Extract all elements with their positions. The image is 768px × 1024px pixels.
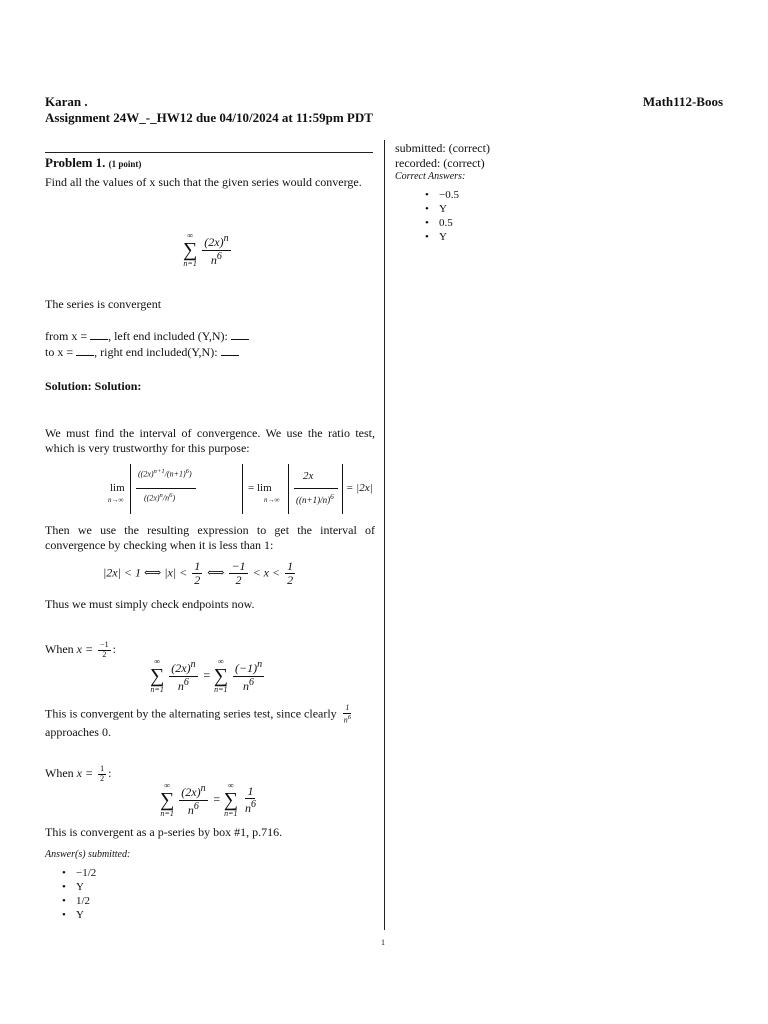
ratio-test-equation: lim n→∞ $((2x)^{n+1}/(n+1)^6)$ $((2x)^n/n^6)$ = lim n→∞ 2x $((n+1)/n)^6$ = |2x| [108,462,358,518]
page-number: 1 [381,938,385,947]
solution-paragraph-4: This is convergent by the alternating series test, since clearly $\frac{1}{n^6}$ approaches 0. [45,703,352,740]
from-label: from x = [45,329,91,343]
submitted-answer-1: • −1/2 [62,866,96,880]
problem-points: (1 point) [108,159,142,169]
problem-top-rule [45,152,373,153]
endpoint-series-2: ∞ ∑ n=1 $\frac{(2x)^n}{n^6}$ = ∞ ∑ n=1 $\frac{1}{n^6}$ [160,781,256,818]
approaches-zero-text: approaches 0. [45,725,111,740]
problem-prompt: Find all the values of x such that the given series would converge. [45,175,362,189]
alternating-test-text: This is convergent by the alternating series test, since clearly [45,706,337,721]
when-label-1: When [45,642,74,657]
correct-answers-heading: Correct Answers: [395,171,466,182]
series-expression: ∞ ∑ n=1 $\frac{(2x)^n}{n^6}$ [183,231,229,268]
right-end-label: , right end included(Y,N): [94,345,221,359]
solution-paragraph-1: We must find the interval of convergence. We use the ratio test, which is very trustworthy for this purpose: [45,426,375,455]
when-negative-half: When x = $\frac{-1}{2}$ : [45,640,116,659]
answers-submitted-heading: Answer(s) submitted: [45,849,131,860]
solution-paragraph-2: Then we use the resulting expression to get the interval of convergence by checking when it is less than 1: [45,523,375,552]
left-end-label: , left end included (Y,N): [108,329,231,343]
correct-answers-list [425,188,459,244]
correct-answer-3: • 0.5 [425,216,459,230]
right-end-blank[interactable] [221,345,239,356]
endpoint-series-1: ∞ ∑ n=1 $\frac{(2x)^n}{n^6}$ = ∞ ∑ n=1 $\frac{(-1)^n}{n^6}$ [150,657,263,694]
correct-answer-1: • −0.5 [425,188,459,202]
course-name: Math112-Boos [642,94,723,109]
to-label: to x = [45,345,77,359]
to-line [45,345,239,360]
submitted-answer-3: • 1/2 [62,894,96,908]
submitted-answers-list [62,866,96,922]
series-convergent-text: The series is convergent [45,297,162,311]
column-divider [384,140,385,930]
when-label-2: When [45,766,74,781]
inequality-equation: |2x| < 1 ⟺ |x| < $\frac{1}{2}$ ⟺ $\frac{-1}{2}$ < x < $\frac{1}{2}$ [103,559,294,588]
correct-answer-4: • Y [425,230,459,244]
from-x-blank[interactable] [90,329,108,340]
submitted-status: submitted: (correct) [395,141,490,155]
solution-heading: Solution: Solution: [45,379,142,393]
recorded-status: recorded: (correct) [395,156,485,170]
student-name: Karan . [45,94,88,109]
problem-heading [45,155,141,171]
left-end-blank[interactable] [231,329,249,340]
solution-paragraph-3: Thus we must simply check endpoints now. [45,597,255,611]
from-line [45,329,249,344]
to-x-blank[interactable] [76,345,94,356]
problem-title: Problem 1. [45,155,106,170]
submitted-answer-2: • Y [62,880,96,894]
solution-paragraph-5: This is convergent as a p-series by box #1, p.716. [45,825,283,839]
assignment-title: Assignment 24W_-_HW12 due 04/10/2024 at 11:59pm PDT [45,110,373,125]
when-positive-half: When x = $\frac{1}{2}$ : [45,764,112,783]
submitted-answer-4: • Y [62,908,96,922]
correct-answer-2: • Y [425,202,459,216]
